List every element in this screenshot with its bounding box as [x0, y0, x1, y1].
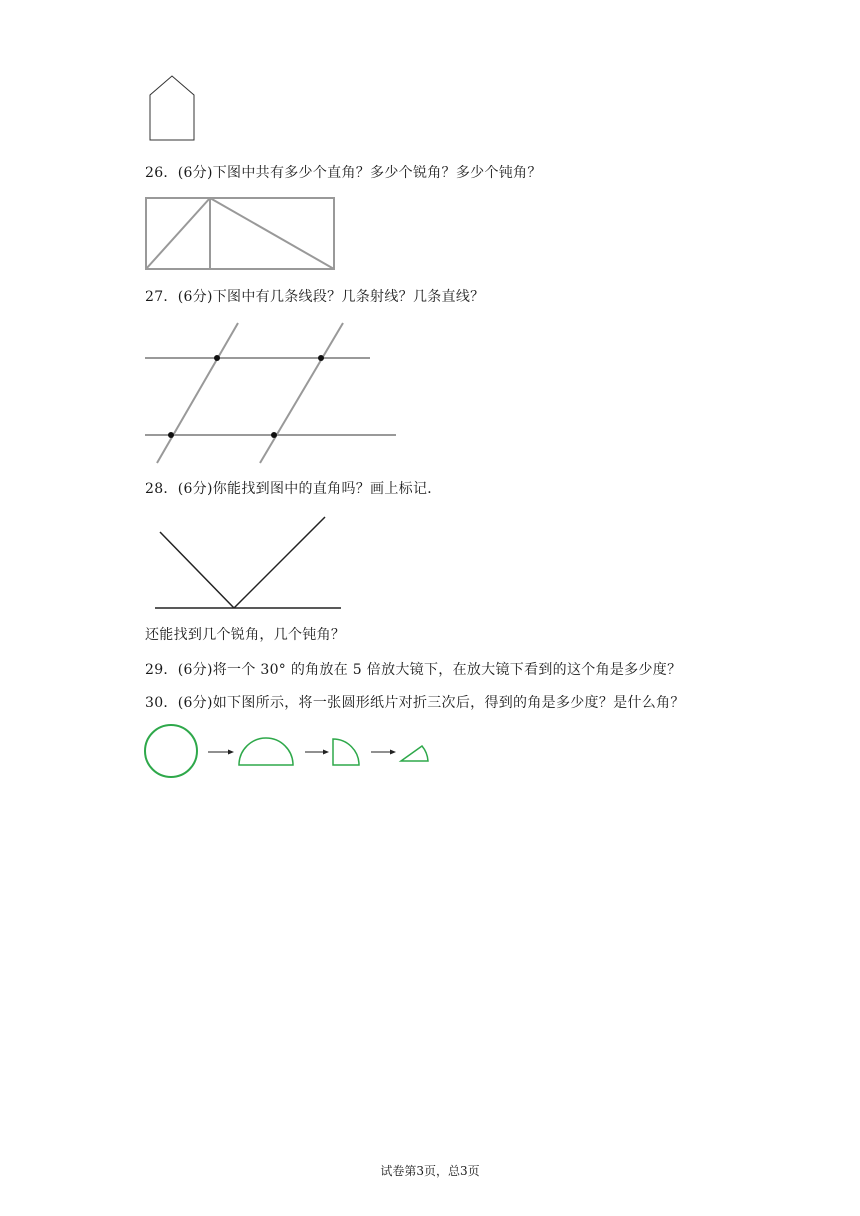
arrow-right-icon — [371, 750, 396, 755]
pentagon-figure — [140, 70, 204, 145]
quarter-circle — [333, 739, 359, 765]
question-28-followup: 还能找到几个锐角，几个钝角？ — [145, 627, 346, 643]
q27-lines-figure — [140, 318, 402, 464]
question-26: 26．(6分)下图中共有多少个直角？多少个锐角？多少个钝角？ — [145, 165, 542, 181]
question-28: 28．(6分)你能找到图中的直角吗？画上标记． — [145, 481, 442, 497]
half-circle — [239, 738, 293, 765]
question-29: 29．(6分)将一个 30° 的角放在 5 倍放大镜下，在放大镜下看到的这个角是多少度？ — [145, 662, 682, 678]
arrow-right-icon — [208, 750, 234, 755]
full-circle — [145, 725, 197, 777]
question-30: 30．(6分)如下图所示，将一张圆形纸片对折三次后，得到的角是多少度？是什么角？ — [145, 695, 685, 711]
point-dot — [214, 355, 220, 361]
q28-angle-figure — [150, 512, 346, 616]
eighth-circle — [401, 746, 428, 761]
q26-rectangle-figure — [140, 192, 340, 276]
point-dot — [271, 432, 277, 438]
question-27: 27．(6分)下图中有几条线段？几条射线？几条直线？ — [145, 289, 485, 305]
point-dot — [168, 432, 174, 438]
page-footer: 试卷第3页，总3页 — [380, 1164, 480, 1178]
point-dot — [318, 355, 324, 361]
arrow-right-icon — [305, 750, 329, 755]
q30-folding-figure — [140, 720, 440, 784]
